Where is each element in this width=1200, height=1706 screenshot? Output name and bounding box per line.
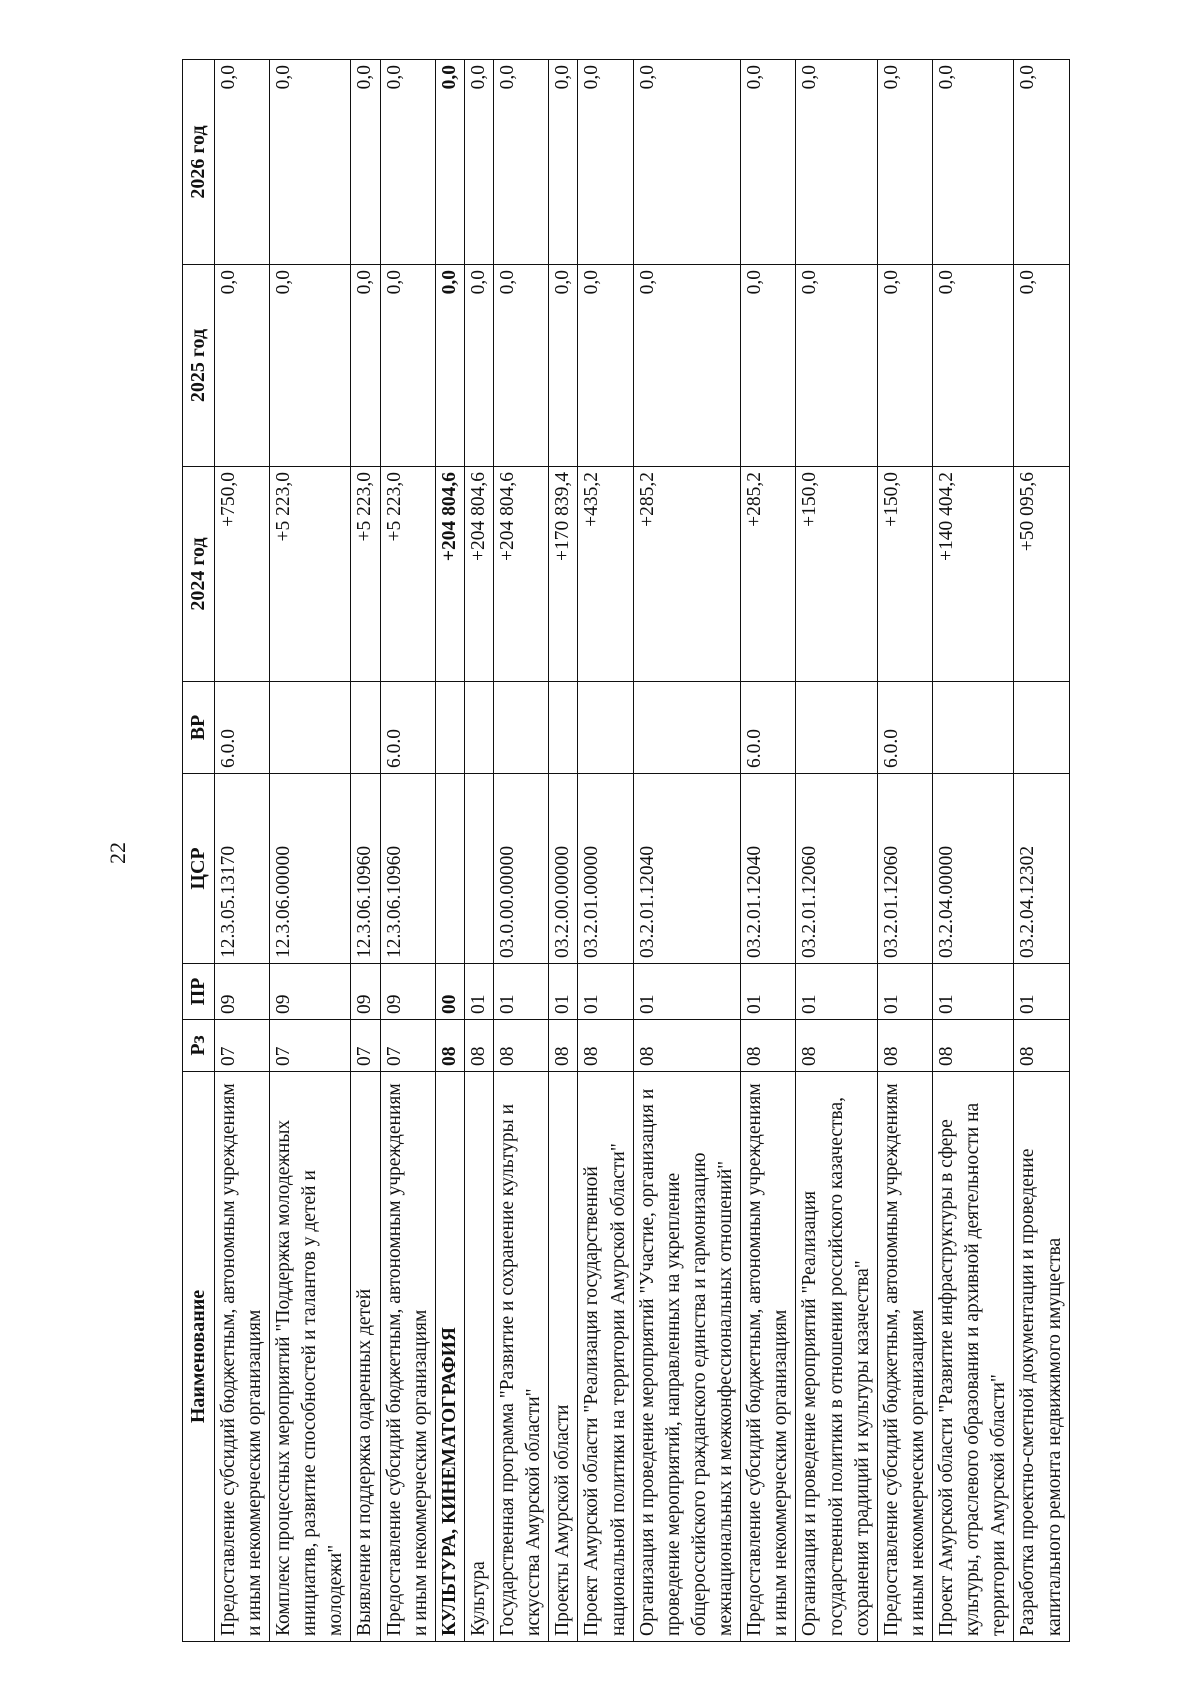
cell-name: Комплекс процессных мероприятий "Поддержка молодежных инициатив, развитие способностей и талантов у детей и молодежи" [270,1072,351,1642]
cell-name: Выявление и поддержка одаренных детей [351,1072,380,1642]
cell-name: КУЛЬТУРА, КИНЕМАТОГРАФИЯ [435,1072,464,1642]
cell-vr [351,682,380,774]
cell-2025: 0,0 [435,265,464,467]
cell-2024: +5 223,0 [380,467,435,682]
cell-2025: 0,0 [796,265,877,467]
cell-rz: 08 [435,1020,464,1072]
cell-rz: 08 [578,1020,633,1072]
table-row [351,60,380,1642]
cell-name: Предоставление субсидий бюджетным, автономным учреждениям и иным некоммерческим организациям [214,1072,269,1642]
cell-pr: 01 [549,964,578,1020]
cell-2024: +750,0 [214,467,269,682]
table-row [1014,60,1069,1642]
cell-2026: 0,0 [1014,60,1069,265]
cell-2025: 0,0 [351,265,380,467]
cell-2026: 0,0 [464,60,493,265]
cell-vr [464,682,493,774]
cell-2026: 0,0 [494,60,549,265]
cell-csr: 12.3.06.10960 [380,774,435,964]
header-name: Наименование [183,1072,215,1642]
table-header-row [183,60,215,1642]
cell-csr: 03.2.01.12040 [741,774,796,964]
table-row [633,60,741,1642]
cell-vr: 6.0.0 [741,682,796,774]
table-row [214,60,269,1642]
cell-2024: +285,2 [741,467,796,682]
cell-2026: 0,0 [380,60,435,265]
cell-pr: 01 [633,964,741,1020]
cell-2024: +204 804,6 [464,467,493,682]
cell-rz: 08 [1014,1020,1069,1072]
header-vr: ВР [183,682,215,774]
table-row [435,60,464,1642]
cell-vr [494,682,549,774]
cell-csr: 03.2.00.00000 [549,774,578,964]
cell-2024: +5 223,0 [270,467,351,682]
cell-vr: 6.0.0 [877,682,932,774]
cell-csr: 03.2.01.00000 [578,774,633,964]
cell-pr: 01 [877,964,932,1020]
cell-2026: 0,0 [270,60,351,265]
cell-2024: +285,2 [633,467,741,682]
cell-rz: 07 [351,1020,380,1072]
cell-2026: 0,0 [214,60,269,265]
header-2026: 2026 год [183,60,215,265]
cell-2026: 0,0 [578,60,633,265]
table-row [270,60,351,1642]
cell-vr [933,682,1014,774]
table-row [494,60,549,1642]
cell-pr: 09 [214,964,269,1020]
cell-2024: +5 223,0 [351,467,380,682]
cell-2026: 0,0 [933,60,1014,265]
cell-pr: 09 [380,964,435,1020]
cell-2025: 0,0 [877,265,932,467]
cell-csr: 03.2.04.12302 [1014,774,1069,964]
cell-2025: 0,0 [633,265,741,467]
cell-pr: 01 [796,964,877,1020]
cell-pr: 09 [351,964,380,1020]
cell-name: Культура [464,1072,493,1642]
rotated-table-container [182,60,1147,1642]
cell-rz: 08 [933,1020,1014,1072]
cell-vr: 6.0.0 [380,682,435,774]
table-row [741,60,796,1642]
cell-2025: 0,0 [380,265,435,467]
cell-name: Организация и проведение мероприятий "Участие, организация и проведение мероприятий, направленных на укрепление общероссийского гражданского единства и гармонизацию межнациональных и межконфессиональных отношений" [633,1072,741,1642]
cell-csr: 12.3.06.10960 [351,774,380,964]
cell-2026: 0,0 [351,60,380,265]
header-2025: 2025 год [183,265,215,467]
cell-vr [1014,682,1069,774]
cell-rz: 08 [494,1020,549,1072]
cell-name: Проекты Амурской области [549,1072,578,1642]
cell-name: Предоставление субсидий бюджетным, автономным учреждениям и иным некоммерческим организациям [877,1072,932,1642]
cell-vr [549,682,578,774]
cell-pr: 00 [435,964,464,1020]
cell-csr: 12.3.06.00000 [270,774,351,964]
cell-pr: 01 [578,964,633,1020]
cell-csr: 03.2.04.00000 [933,774,1014,964]
table-row [877,60,932,1642]
page-number: 22 [105,842,130,864]
cell-2024: +435,2 [578,467,633,682]
cell-csr: 03.2.01.12060 [877,774,932,964]
header-2024: 2024 год [183,467,215,682]
cell-2026: 0,0 [633,60,741,265]
cell-2026: 0,0 [796,60,877,265]
table-row [578,60,633,1642]
cell-rz: 08 [549,1020,578,1072]
cell-pr: 01 [741,964,796,1020]
header-pr: ПР [183,964,215,1020]
table-row [796,60,877,1642]
cell-2024: +150,0 [877,467,932,682]
cell-rz: 08 [877,1020,932,1072]
cell-name: Предоставление субсидий бюджетным, автономным учреждениям и иным некоммерческим организациям [380,1072,435,1642]
cell-2025: 0,0 [549,265,578,467]
table-row [549,60,578,1642]
cell-rz: 08 [796,1020,877,1072]
budget-table [182,59,1070,1642]
header-csr: ЦСР [183,774,215,964]
cell-vr [270,682,351,774]
cell-vr [578,682,633,774]
cell-csr: 03.0.00.00000 [494,774,549,964]
cell-rz: 08 [741,1020,796,1072]
cell-pr: 01 [464,964,493,1020]
cell-vr [633,682,741,774]
cell-2024: +140 404,2 [933,467,1014,682]
cell-name: Государственная программа "Развитие и сохранение культуры и искусства Амурской области" [494,1072,549,1642]
cell-name: Проект Амурской области "Реализация государственной национальной политики на территории Амурской области" [578,1072,633,1642]
cell-vr [435,682,464,774]
cell-2024: +204 804,6 [435,467,464,682]
cell-2024: +170 839,4 [549,467,578,682]
cell-rz: 07 [214,1020,269,1072]
cell-csr: 12.3.05.13170 [214,774,269,964]
cell-2026: 0,0 [741,60,796,265]
cell-2026: 0,0 [877,60,932,265]
cell-2026: 0,0 [549,60,578,265]
cell-vr: 6.0.0 [214,682,269,774]
cell-2026: 0,0 [435,60,464,265]
cell-vr [796,682,877,774]
cell-csr [435,774,464,964]
cell-rz: 08 [633,1020,741,1072]
cell-csr: 03.2.01.12060 [796,774,877,964]
cell-2025: 0,0 [270,265,351,467]
cell-name: Предоставление субсидий бюджетным, автономным учреждениям и иным некоммерческим организациям [741,1072,796,1642]
cell-2025: 0,0 [214,265,269,467]
cell-2025: 0,0 [494,265,549,467]
cell-csr: 03.2.01.12040 [633,774,741,964]
cell-pr: 01 [1014,964,1069,1020]
cell-2025: 0,0 [1014,265,1069,467]
cell-rz: 08 [464,1020,493,1072]
cell-name: Разработка проектно-сметной документации и проведение капитального ремонта недвижимого имущества [1014,1072,1069,1642]
cell-pr: 01 [494,964,549,1020]
cell-rz: 07 [270,1020,351,1072]
table-row [464,60,493,1642]
cell-2025: 0,0 [741,265,796,467]
cell-2025: 0,0 [464,265,493,467]
table-row [380,60,435,1642]
cell-name: Проект Амурской области "Развитие инфраструктуры в сфере культуры, отраслевого образования и архивной деятельности на территории Амурской области" [933,1072,1014,1642]
cell-2024: +204 804,6 [494,467,549,682]
table-row [933,60,1014,1642]
cell-2024: +50 095,6 [1014,467,1069,682]
cell-pr: 09 [270,964,351,1020]
cell-rz: 07 [380,1020,435,1072]
cell-2025: 0,0 [933,265,1014,467]
cell-name: Организация и проведение мероприятий "Реализация государственной политики в отношении российского казачества, сохранения традиций и культуры казачества" [796,1072,877,1642]
cell-2025: 0,0 [578,265,633,467]
header-rz: Рз [183,1020,215,1072]
cell-pr: 01 [933,964,1014,1020]
cell-2024: +150,0 [796,467,877,682]
cell-csr [464,774,493,964]
